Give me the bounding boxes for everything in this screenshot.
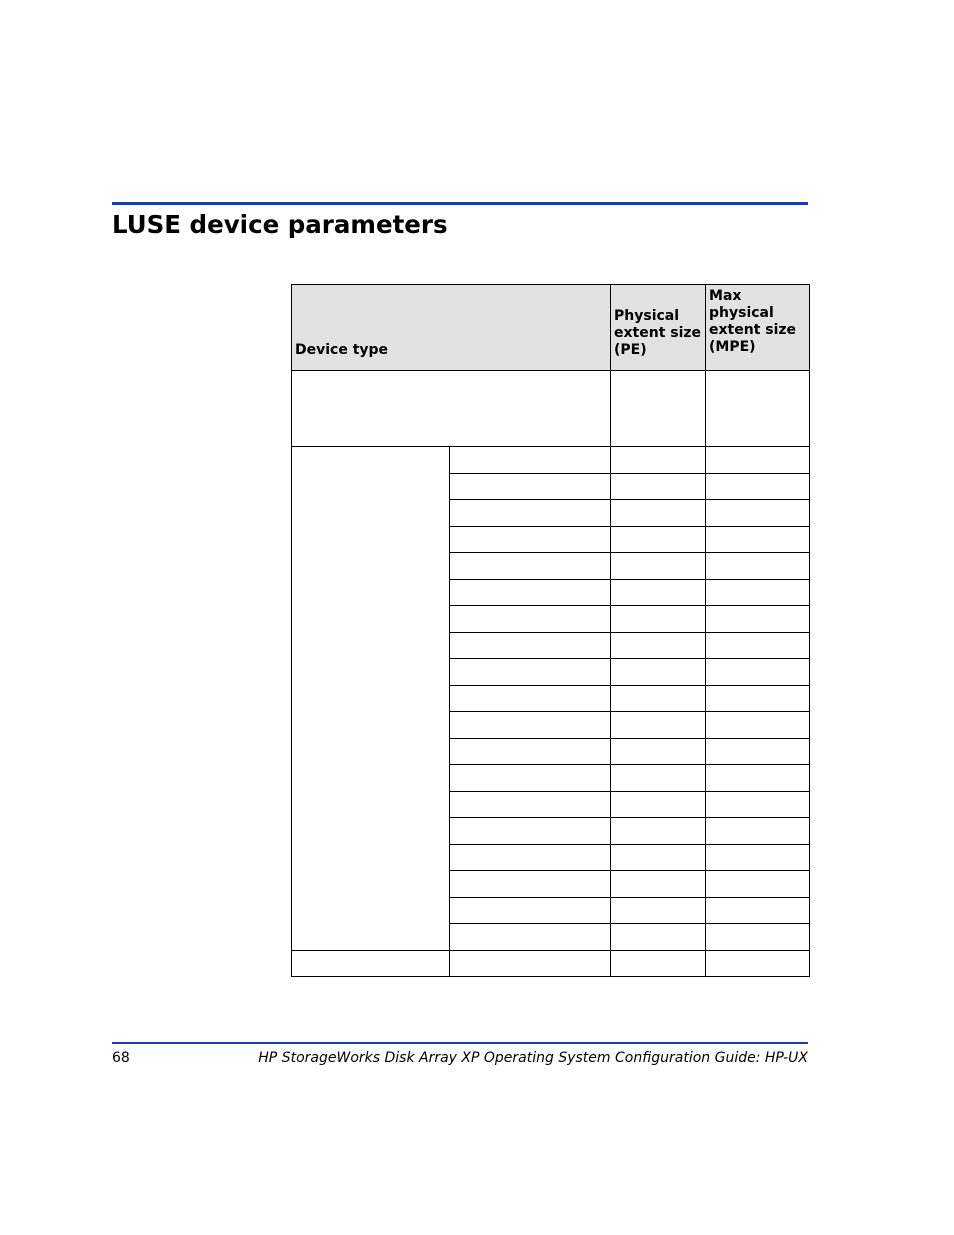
table-cell <box>611 791 706 818</box>
table-cell <box>706 871 810 898</box>
table-cell <box>450 579 611 606</box>
table-cell <box>292 950 450 977</box>
table-cell <box>706 950 810 977</box>
table-cell <box>450 473 611 500</box>
table-cell <box>611 553 706 580</box>
table-cell <box>706 738 810 765</box>
table-cell <box>611 447 706 474</box>
table-cell <box>292 447 450 951</box>
table-cell <box>450 712 611 739</box>
running-footer: HP StorageWorks Disk Array XP Operating System Configuration Guide: HP-UX <box>258 1050 808 1066</box>
table-cell <box>706 685 810 712</box>
table-cell <box>706 606 810 633</box>
table-cell <box>611 632 706 659</box>
table-cell <box>706 632 810 659</box>
table-cell <box>706 818 810 845</box>
table-cell <box>450 871 611 898</box>
table-cell <box>450 897 611 924</box>
page-number: 68 <box>112 1050 130 1066</box>
luse-parameters-table <box>291 284 810 977</box>
table-cell <box>450 765 611 792</box>
table-cell <box>611 818 706 845</box>
table-cell <box>611 897 706 924</box>
table-cell <box>611 526 706 553</box>
table-cell <box>706 712 810 739</box>
table-cell <box>450 447 611 474</box>
table-cell <box>706 659 810 686</box>
table-cell <box>706 526 810 553</box>
table-row <box>292 950 810 977</box>
table-cell <box>611 685 706 712</box>
table-cell <box>706 844 810 871</box>
table-cell <box>706 371 810 447</box>
table-cell <box>450 791 611 818</box>
section-title: LUSE device parameters <box>112 210 448 239</box>
footer-rule <box>112 1042 808 1044</box>
table-cell <box>706 473 810 500</box>
table-cell <box>450 844 611 871</box>
header-mpe: Max physical extent size (MPE) <box>706 285 810 371</box>
table-cell <box>611 659 706 686</box>
table-row <box>292 447 810 474</box>
table-cell <box>706 579 810 606</box>
table-cell <box>292 371 611 447</box>
table-cell <box>450 659 611 686</box>
table-header-row <box>292 285 810 371</box>
table-cell <box>611 871 706 898</box>
table-cell <box>706 924 810 951</box>
table-cell <box>706 791 810 818</box>
section-top-rule <box>112 202 808 205</box>
table-cell <box>706 500 810 527</box>
table-cell <box>611 844 706 871</box>
table-cell <box>450 606 611 633</box>
table-cell <box>611 765 706 792</box>
table-cell <box>450 526 611 553</box>
table-cell <box>611 371 706 447</box>
header-pe: Physical extent size (PE) <box>611 285 706 371</box>
table-cell <box>706 765 810 792</box>
table-cell <box>450 553 611 580</box>
table-cell <box>450 818 611 845</box>
table-cell <box>450 632 611 659</box>
table-cell <box>450 924 611 951</box>
table-cell <box>450 500 611 527</box>
header-device-type: Device type <box>292 285 611 371</box>
table-cell <box>611 473 706 500</box>
table-cell <box>450 738 611 765</box>
table-cell <box>706 553 810 580</box>
table-cell <box>706 447 810 474</box>
table-cell <box>611 579 706 606</box>
table-cell <box>611 606 706 633</box>
table-row <box>292 371 810 447</box>
table-cell <box>611 950 706 977</box>
table-cell <box>450 685 611 712</box>
table-cell <box>450 950 611 977</box>
table-cell <box>706 897 810 924</box>
table-cell <box>611 924 706 951</box>
table-cell <box>611 500 706 527</box>
table-body <box>292 447 810 977</box>
table-cell <box>611 738 706 765</box>
table-cell <box>611 712 706 739</box>
